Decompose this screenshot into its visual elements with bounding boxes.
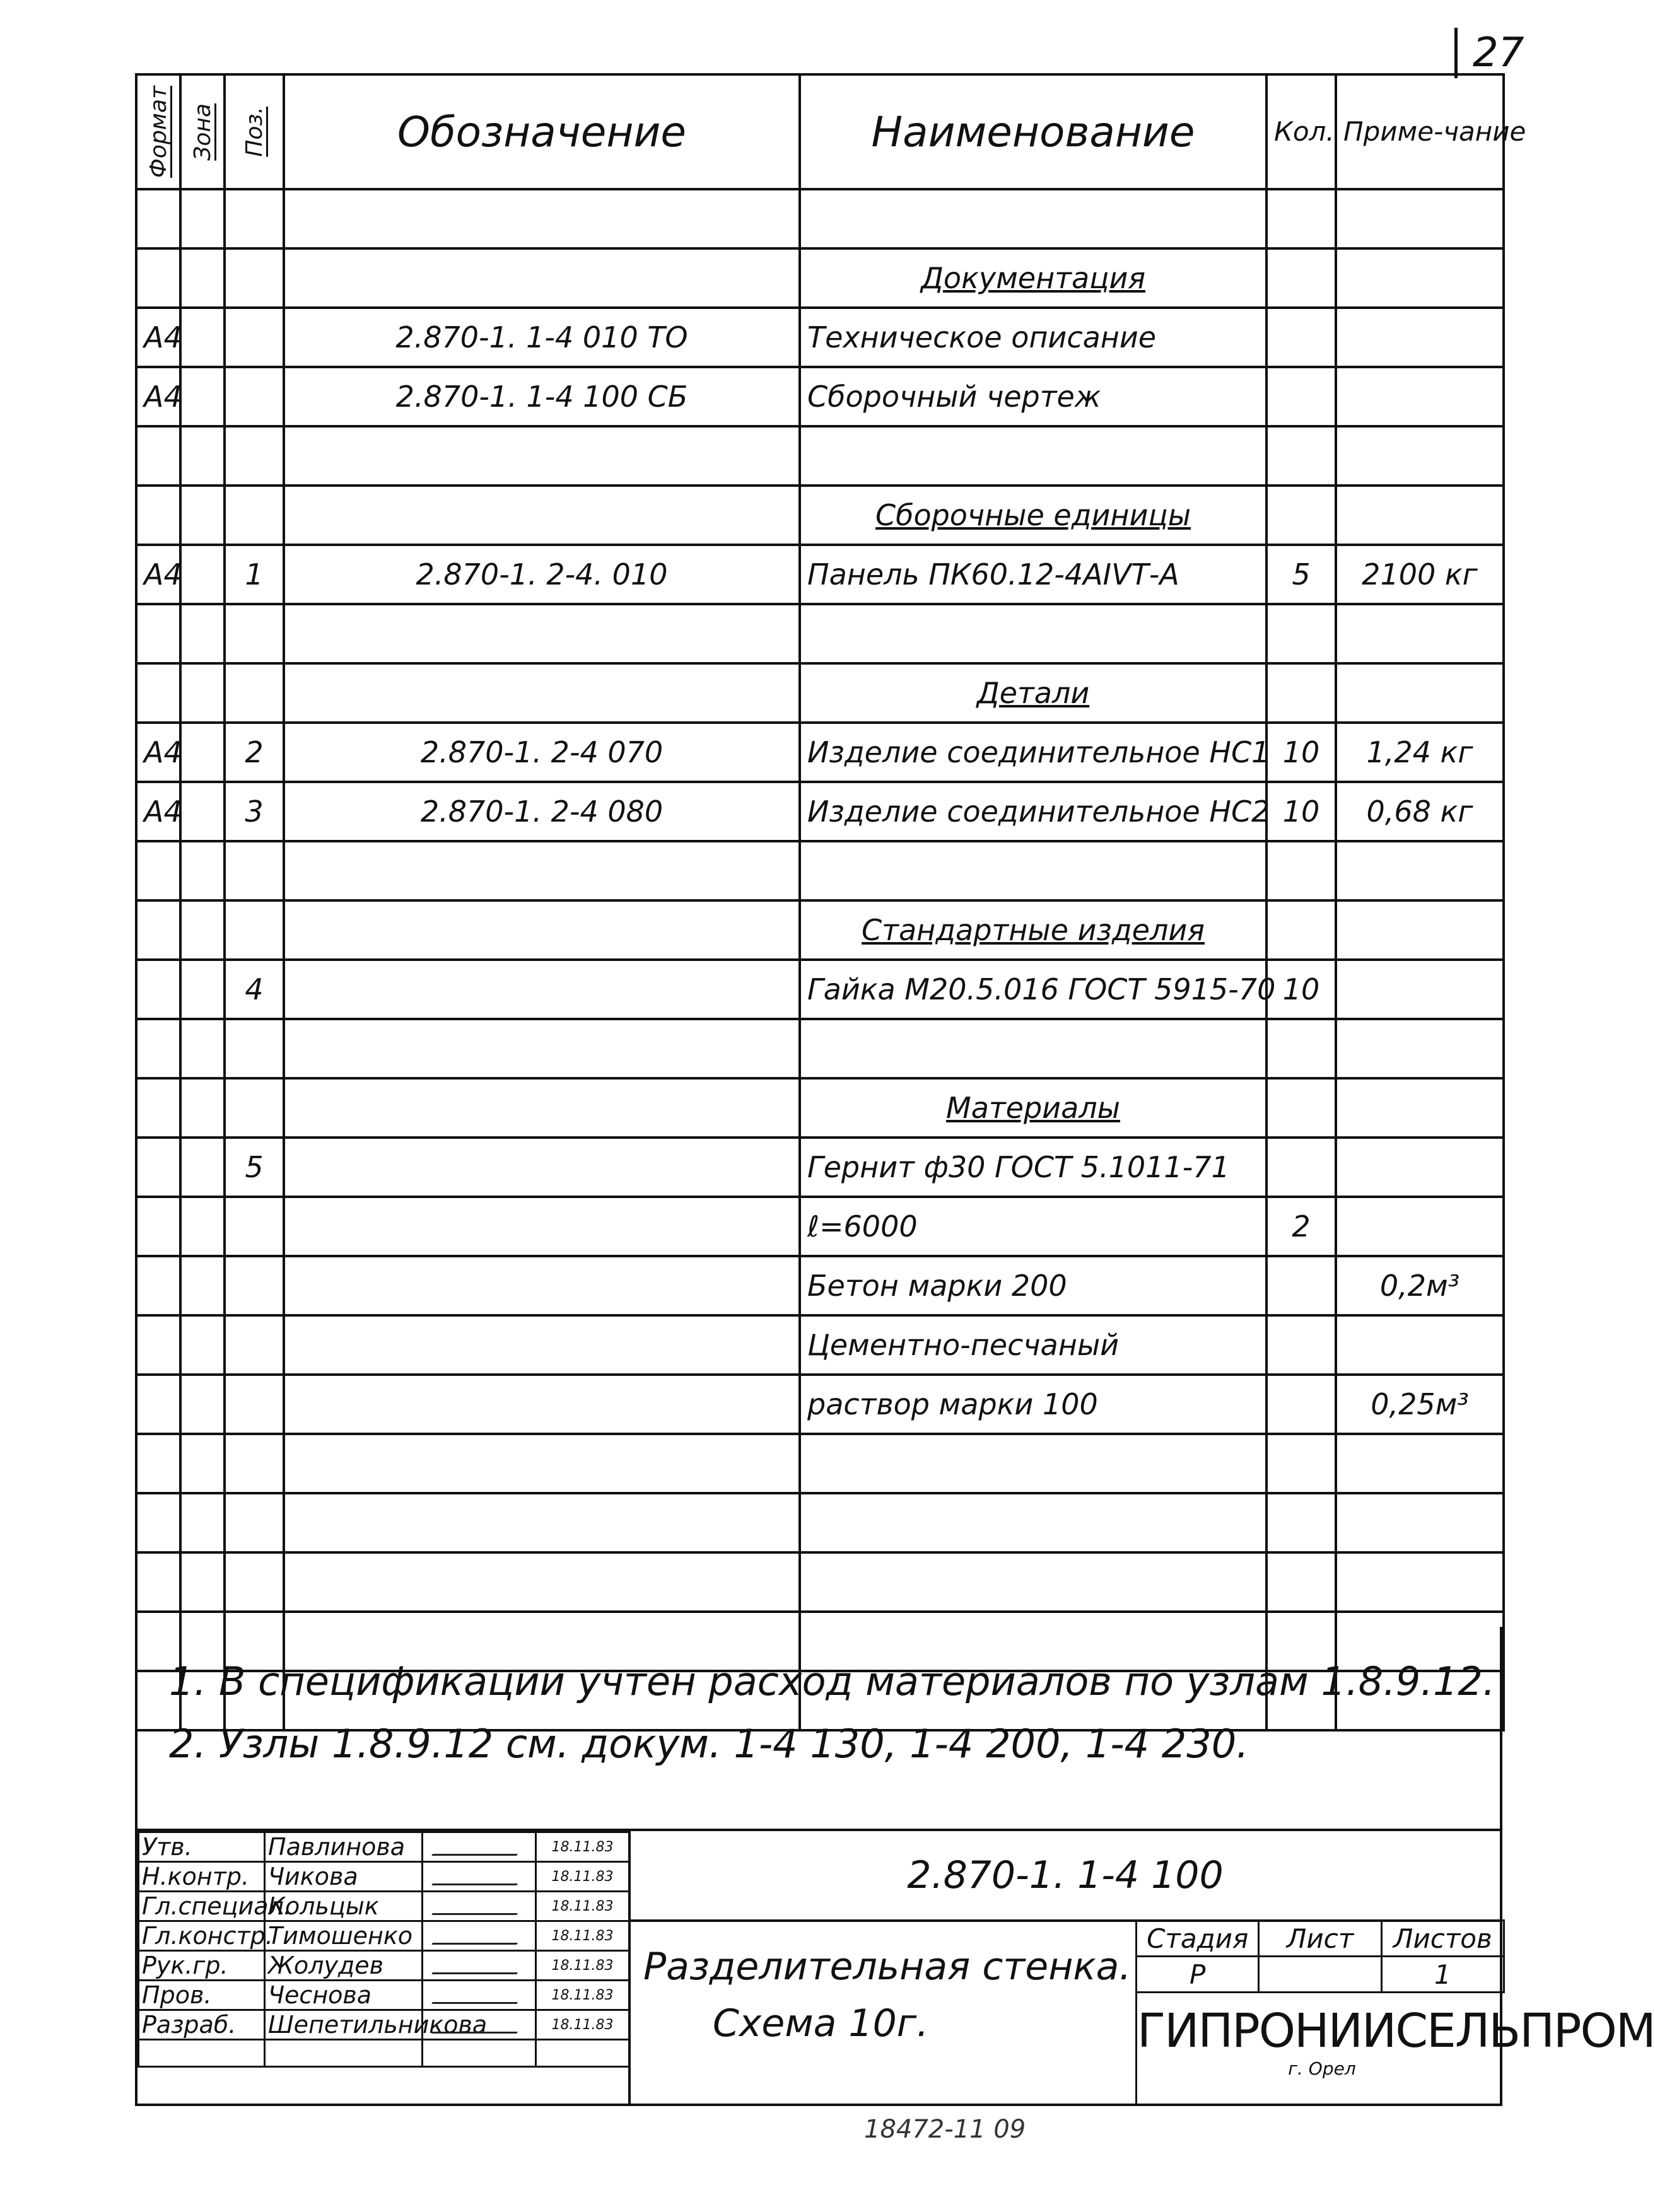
cell-designation: 2.870-1. 1-4 010 ТО (284, 308, 800, 367)
signature-date: 18.11.83 (536, 1921, 629, 1951)
cell-designation (284, 663, 800, 723)
signature-name: Жолудев (265, 1951, 423, 1981)
cell-pos: 3 (225, 782, 284, 841)
header-designation: Обозначение (284, 74, 800, 189)
cell-name: Цементно-песчаный (800, 1315, 1266, 1375)
notes-section (135, 1627, 1502, 1829)
signature-date: 18.11.83 (536, 1981, 629, 2010)
cell-format: А4 (136, 782, 180, 841)
spec-row (136, 1078, 1504, 1138)
cell-zone (180, 367, 225, 426)
cell-name (800, 604, 1266, 663)
signature-role: Пров. (139, 1981, 265, 2010)
cell-pos (225, 1434, 284, 1493)
spec-row (136, 189, 1504, 248)
spec-row (136, 1138, 1504, 1197)
cell-format (136, 1552, 180, 1612)
cell-pos: 5 (225, 1138, 284, 1197)
cell-pos (225, 1552, 284, 1612)
cell-zone (180, 782, 225, 841)
cell-format (136, 841, 180, 900)
cell-designation (284, 1256, 800, 1315)
cell-pos (225, 900, 284, 960)
cell-qty: 10 (1266, 723, 1336, 782)
empty-cell (265, 2040, 423, 2067)
spec-row (136, 1375, 1504, 1434)
cell-format (136, 1138, 180, 1197)
cell-note (1336, 308, 1504, 367)
cell-name: Документация (800, 248, 1266, 308)
cell-format (136, 1197, 180, 1256)
signature-name: Чеснова (265, 1981, 423, 2010)
cell-qty (1266, 486, 1336, 545)
handwritten-signature (431, 1957, 527, 1974)
cell-name: Стандартные изделия (800, 900, 1266, 960)
cell-name: Панель ПК60.12-4АIVТ-А (800, 545, 1266, 604)
cell-note (1336, 604, 1504, 663)
stage-label: Стадия (1137, 1921, 1259, 1957)
spec-row (136, 723, 1504, 782)
cell-name: Гернит ф30 ГОСТ 5.1011-71 (800, 1138, 1266, 1197)
signature-name: Шепетильникова (265, 2010, 423, 2040)
cell-name: Изделие соединительное НС2 (800, 782, 1266, 841)
cell-zone (180, 900, 225, 960)
cell-zone (180, 960, 225, 1019)
signature-row (139, 1832, 629, 1862)
cell-name: ℓ=6000 (800, 1197, 1266, 1256)
cell-zone (180, 1315, 225, 1375)
note-line: 1. В спецификации учтен расход материалов по узлам 1.8.9.12. (169, 1658, 1495, 1704)
cell-zone (180, 1434, 225, 1493)
spec-row (136, 248, 1504, 308)
handwritten-signature (431, 1868, 527, 1885)
cell-note (1336, 1315, 1504, 1375)
cell-format (136, 1375, 180, 1434)
cell-name (800, 1434, 1266, 1493)
cell-designation (284, 426, 800, 486)
cell-zone (180, 248, 225, 308)
cell-format (136, 1493, 180, 1552)
cell-pos (225, 248, 284, 308)
signature-role: Рук.гр. (139, 1951, 265, 1981)
spec-row (136, 1493, 1504, 1552)
signature-role: Н.контр. (139, 1862, 265, 1892)
cell-pos (225, 1197, 284, 1256)
cell-name: раствор марки 100 (800, 1375, 1266, 1434)
cell-format (136, 1434, 180, 1493)
cell-zone (180, 545, 225, 604)
cell-format (136, 248, 180, 308)
handwritten-signature (431, 1928, 527, 1945)
cell-qty (1266, 841, 1336, 900)
document-title (643, 1938, 1132, 2052)
cell-qty (1266, 900, 1336, 960)
handwritten-signature (431, 1898, 527, 1915)
spec-row (136, 1256, 1504, 1315)
signature-row (139, 1981, 629, 2010)
signature-name: Кольцык (265, 1892, 423, 1921)
signature-mark (423, 1832, 536, 1862)
cell-zone (180, 1197, 225, 1256)
header-name: Наименование (800, 74, 1266, 189)
title-line: Разделительная стенка. (643, 1945, 1132, 1989)
spec-row (136, 841, 1504, 900)
page-number: 27 (1454, 28, 1524, 78)
cell-zone (180, 1375, 225, 1434)
signature-role: Разраб. (139, 2010, 265, 2040)
cell-format: А4 (136, 367, 180, 426)
signature-name: Павлинова (265, 1832, 423, 1862)
cell-pos (225, 426, 284, 486)
cell-qty (1266, 1078, 1336, 1138)
cell-note: 1,24 кг (1336, 723, 1504, 782)
handwritten-signature (431, 1987, 527, 2004)
spec-row (136, 604, 1504, 663)
cell-qty (1266, 1315, 1336, 1375)
cell-pos (225, 308, 284, 367)
spec-row (136, 486, 1504, 545)
signature-mark (423, 1892, 536, 1921)
cell-name: Сборочный чертеж (800, 367, 1266, 426)
cell-name: Гайка М20.5.016 ГОСТ 5915-70 (800, 960, 1266, 1019)
spec-row (136, 1552, 1504, 1612)
cell-pos (225, 367, 284, 426)
cell-qty (1266, 1019, 1336, 1078)
cell-qty (1266, 308, 1336, 367)
cell-note (1336, 426, 1504, 486)
cell-format (136, 189, 180, 248)
cell-note (1336, 1493, 1504, 1552)
cell-name: Техническое описание (800, 308, 1266, 367)
cell-pos (225, 841, 284, 900)
cell-note (1336, 1434, 1504, 1493)
cell-pos (225, 1375, 284, 1434)
cell-format (136, 960, 180, 1019)
cell-format (136, 663, 180, 723)
spec-row (136, 426, 1504, 486)
cell-note (1336, 486, 1504, 545)
signature-row (139, 1862, 629, 1892)
cell-pos (225, 1315, 284, 1375)
signature-date: 18.11.83 (536, 1862, 629, 1892)
cell-zone (180, 426, 225, 486)
cell-designation (284, 960, 800, 1019)
signature-role: Гл.констр. (139, 1921, 265, 1951)
cell-qty (1266, 604, 1336, 663)
sheets-value: 1 (1381, 1957, 1504, 1993)
cell-designation (284, 248, 800, 308)
sheet-label: Лист (1259, 1921, 1381, 1957)
cell-format (136, 426, 180, 486)
cell-qty (1266, 1493, 1336, 1552)
header-qty: Кол. (1266, 74, 1336, 189)
spec-row (136, 663, 1504, 723)
cell-qty: 2 (1266, 1197, 1336, 1256)
footer-code: 18472-11 09 (864, 2115, 1026, 2144)
spec-row (136, 782, 1504, 841)
cell-zone (180, 1019, 225, 1078)
cell-note (1336, 841, 1504, 900)
cell-note (1336, 1078, 1504, 1138)
cell-designation (284, 1434, 800, 1493)
cell-qty (1266, 248, 1336, 308)
cell-zone (180, 1552, 225, 1612)
cell-note (1336, 960, 1504, 1019)
cell-qty (1266, 367, 1336, 426)
cell-zone (180, 604, 225, 663)
cell-note (1336, 367, 1504, 426)
cell-format: А4 (136, 308, 180, 367)
cell-name: Изделие соединительное НС1 (800, 723, 1266, 782)
cell-zone (180, 1256, 225, 1315)
cell-format: А4 (136, 723, 180, 782)
cell-name: Материалы (800, 1078, 1266, 1138)
signature-date: 18.11.83 (536, 1832, 629, 1862)
cell-format (136, 1256, 180, 1315)
cell-zone (180, 308, 225, 367)
cell-note (1336, 189, 1504, 248)
spec-row (136, 960, 1504, 1019)
cell-designation (284, 1197, 800, 1256)
cell-format (136, 1078, 180, 1138)
cell-zone (180, 723, 225, 782)
cell-pos: 4 (225, 960, 284, 1019)
cell-qty (1266, 426, 1336, 486)
cell-pos (225, 486, 284, 545)
cell-qty (1266, 1375, 1336, 1434)
cell-name (800, 1552, 1266, 1612)
cell-zone (180, 841, 225, 900)
signature-mark (423, 1951, 536, 1981)
signature-name: Тимошенко (265, 1921, 423, 1951)
stage-value: Р (1137, 1957, 1259, 1993)
cell-qty (1266, 1434, 1336, 1493)
cell-qty: 10 (1266, 782, 1336, 841)
cell-note: 0,68 кг (1336, 782, 1504, 841)
cell-note (1336, 1197, 1504, 1256)
signature-role: Утв. (139, 1832, 265, 1862)
signature-date: 18.11.83 (536, 2010, 629, 2040)
signature-date: 18.11.83 (536, 1892, 629, 1921)
signature-mark (423, 1862, 536, 1892)
cell-designation (284, 1019, 800, 1078)
cell-designation (284, 1552, 800, 1612)
cell-qty (1266, 1552, 1336, 1612)
header-format: Формат (136, 74, 180, 189)
spec-row (136, 1019, 1504, 1078)
empty-cell (423, 2040, 536, 2067)
cell-format (136, 486, 180, 545)
signature-row (139, 1892, 629, 1921)
signature-date: 18.11.83 (536, 1951, 629, 1981)
cell-designation (284, 900, 800, 960)
cell-format (136, 1019, 180, 1078)
cell-note: 0,2м³ (1336, 1256, 1504, 1315)
cell-qty (1266, 663, 1336, 723)
title-block-main (628, 1831, 1655, 2104)
cell-pos (225, 663, 284, 723)
handwritten-signature (431, 1839, 527, 1856)
empty-cell (536, 2040, 629, 2067)
cell-designation: 2.870-1. 2-4 070 (284, 723, 800, 782)
organization-name: ГИПРОНИИСЕЛЬПРОМ (1137, 2004, 1655, 2058)
signature-row-empty (139, 2040, 629, 2067)
header-pos: Поз. (225, 74, 284, 189)
header-zone: Зона (180, 74, 225, 189)
cell-name: Сборочные единицы (800, 486, 1266, 545)
cell-pos (225, 1493, 284, 1552)
cell-name: Детали (800, 663, 1266, 723)
cell-zone (180, 1138, 225, 1197)
cell-designation (284, 1078, 800, 1138)
cell-designation: 2.870-1. 1-4 100 СБ (284, 367, 800, 426)
signature-mark (423, 1921, 536, 1951)
signature-name: Чикова (265, 1862, 423, 1892)
cell-pos (225, 604, 284, 663)
cell-designation (284, 1375, 800, 1434)
cell-name: Бетон марки 200 (800, 1256, 1266, 1315)
header-note: Приме-чание (1336, 74, 1504, 189)
note-line: 2. Узлы 1.8.9.12 см. докум. 1-4 130, 1-4 200, 1-4 230. (169, 1721, 1249, 1767)
cell-zone (180, 1078, 225, 1138)
organization-box (1135, 1989, 1655, 2106)
cell-zone (180, 189, 225, 248)
title-line: Схема 10г. (713, 2001, 929, 2046)
cell-name (800, 426, 1266, 486)
cell-qty (1266, 1138, 1336, 1197)
cell-designation (284, 189, 800, 248)
cell-zone (180, 663, 225, 723)
cell-pos: 1 (225, 545, 284, 604)
sheets-label: Листов (1381, 1921, 1504, 1957)
signature-mark (423, 1981, 536, 2010)
signature-row (139, 2010, 629, 2040)
title-block (135, 1829, 1655, 2106)
sheet-value (1259, 1957, 1381, 1993)
spec-row (136, 308, 1504, 367)
spec-row (136, 545, 1504, 604)
cell-qty: 5 (1266, 545, 1336, 604)
cell-designation: 2.870-1. 2-4 080 (284, 782, 800, 841)
signature-table (137, 1831, 630, 2068)
cell-format (136, 900, 180, 960)
spec-row (136, 1434, 1504, 1493)
cell-note (1336, 663, 1504, 723)
cell-pos (225, 1256, 284, 1315)
cell-format (136, 1315, 180, 1375)
cell-pos (225, 1019, 284, 1078)
cell-format (136, 604, 180, 663)
cell-note (1336, 1138, 1504, 1197)
cell-designation (284, 1493, 800, 1552)
cell-note (1336, 248, 1504, 308)
cell-name (800, 1019, 1266, 1078)
organization-city: г. Орел (1288, 2058, 1356, 2079)
spec-header-row (136, 74, 1504, 189)
cell-qty (1266, 1256, 1336, 1315)
cell-designation (284, 841, 800, 900)
cell-qty (1266, 189, 1336, 248)
spec-body (136, 189, 1504, 1730)
cell-format: А4 (136, 545, 180, 604)
cell-note: 2100 кг (1336, 545, 1504, 604)
cell-note: 0,25м³ (1336, 1375, 1504, 1434)
cell-designation (284, 604, 800, 663)
spec-row (136, 367, 1504, 426)
cell-zone (180, 486, 225, 545)
cell-qty: 10 (1266, 960, 1336, 1019)
cell-designation (284, 1315, 800, 1375)
empty-cell (139, 2040, 265, 2067)
cell-note (1336, 1019, 1504, 1078)
cell-designation (284, 1138, 800, 1197)
handwritten-signature (431, 2017, 527, 2034)
spec-row (136, 1315, 1504, 1375)
cell-name (800, 1493, 1266, 1552)
cell-pos (225, 189, 284, 248)
specification-table (135, 73, 1526, 1732)
document-number: 2.870-1. 1-4 100 (631, 1831, 1500, 1922)
cell-designation (284, 486, 800, 545)
cell-note (1336, 900, 1504, 960)
cell-pos: 2 (225, 723, 284, 782)
signature-row (139, 1951, 629, 1981)
cell-name (800, 189, 1266, 248)
cell-designation: 2.870-1. 2-4. 010 (284, 545, 800, 604)
cell-name (800, 841, 1266, 900)
cell-pos (225, 1078, 284, 1138)
spec-row (136, 900, 1504, 960)
spec-row (136, 1197, 1504, 1256)
signature-row (139, 1921, 629, 1951)
stage-grid (1135, 1919, 1505, 1993)
cell-note (1336, 1552, 1504, 1612)
cell-zone (180, 1493, 225, 1552)
signature-role: Гл.специал. (139, 1892, 265, 1921)
